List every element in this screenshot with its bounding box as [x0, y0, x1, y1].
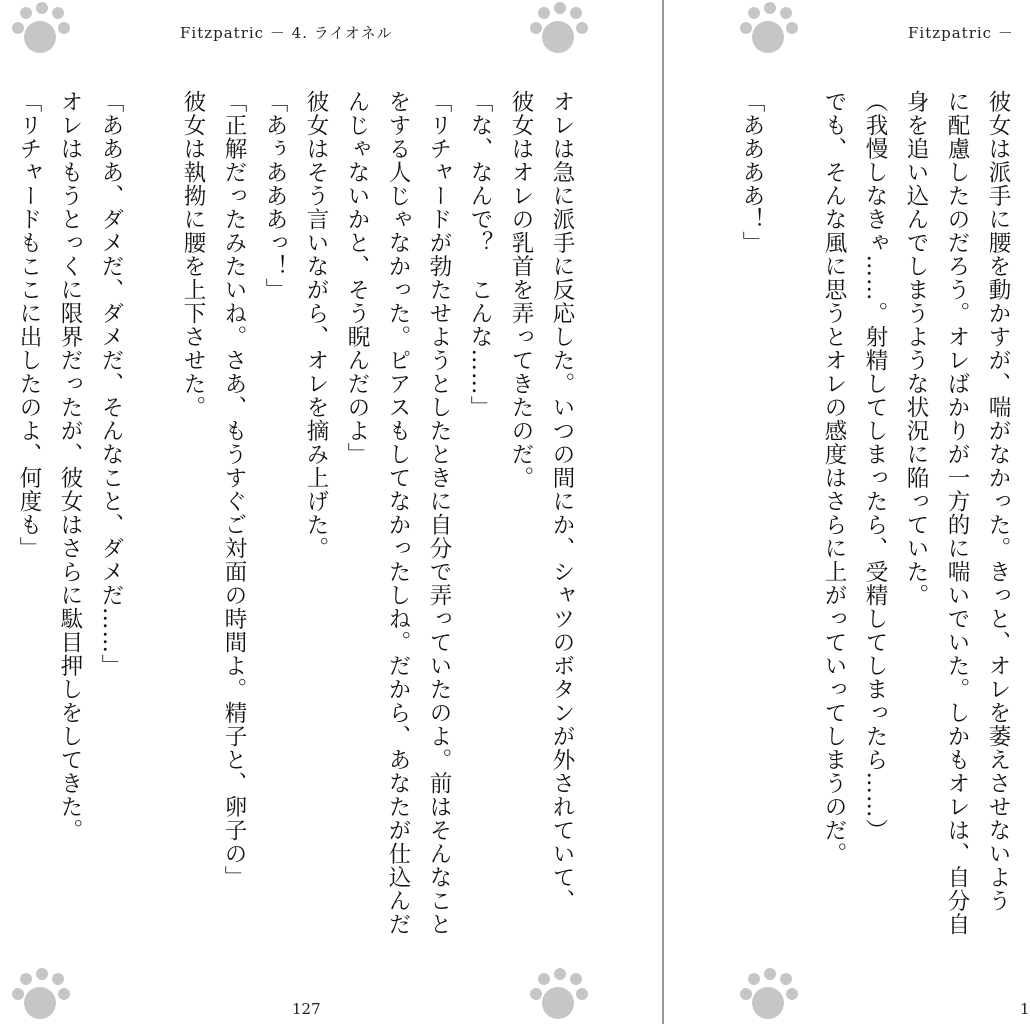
running-header: Fitzpatric － 4. ライオネル: [180, 24, 393, 42]
page-number: 1: [1020, 1000, 1030, 1018]
paw-print-icon: [740, 2, 794, 56]
paw-print-icon: [740, 968, 794, 1022]
paragraph: 彼女は執拗に腰を上下させた。: [180, 90, 206, 419]
running-header: Fitzpatric －: [908, 24, 1014, 42]
paw-print-icon: [530, 968, 584, 1022]
paragraph: 「あぅあああっ！」: [262, 90, 288, 302]
page-body-text: [8, 90, 582, 970]
paragraph: をする人じゃなかった。ピアスもしてなかったしね。だから、あなたが仕込んだ: [385, 90, 411, 936]
page-body-text: [731, 90, 1018, 970]
paragraph: んじゃないかと、そう睨んだのよ」: [344, 90, 370, 466]
paragraph: オレは急に派手に反応した。いつの間にか、シャツのボタンが外されていて、: [549, 90, 575, 913]
paragraph: 「リチャードが勃たせようとしたときに自分で弄っていたのよ。前はそんなこと: [426, 90, 452, 936]
blank-line: [131, 90, 172, 970]
page-number: 127: [292, 1000, 321, 1018]
paragraph: 「正解だったみたいね。さあ、もうすぐご対面の時間よ。精子と、卵子の」: [221, 90, 247, 889]
blank-line: [772, 90, 813, 970]
paw-print-icon: [530, 2, 584, 56]
paragraph: に配慮したのだろう。オレばかりが一方的に喘いでいた。しかもオレは、自分自: [944, 90, 970, 936]
paragraph: 「ああああ！」: [739, 90, 765, 255]
right-page: [664, 0, 1030, 1024]
paw-print-icon: [12, 968, 66, 1022]
paragraph: 彼女はオレの乳首を弄ってきたのだ。: [508, 90, 534, 490]
paragraph: 「な、なんで？ こんな……」: [467, 90, 493, 419]
paw-print-icon: [12, 2, 66, 56]
paragraph: 彼女は派手に腰を動かすが、喘がなかった。きっと、オレを萎えさせないよう: [985, 90, 1011, 913]
paragraph: 彼女はそう言いながら、オレを摘み上げた。: [303, 90, 329, 560]
paragraph: （我慢しなきゃ……。射精してしまったら、受精してしまったら……）: [862, 90, 888, 842]
paragraph: でも、そんな風に思うとオレの感度はさらに上がっていってしまうのだ。: [821, 90, 847, 866]
paragraph: 身を追い込んでしまうような状況に陥っていた。: [903, 90, 929, 607]
paragraph: オレはもうとっくに限界だったが、彼女はさらに駄目押しをしてきた。: [57, 90, 83, 842]
paragraph: 「リチャードもここに出したのよ、何度も」: [16, 90, 42, 560]
paragraph: 「あああ、ダメだ、ダメだ、そんなこと、ダメだ……」: [98, 90, 124, 678]
